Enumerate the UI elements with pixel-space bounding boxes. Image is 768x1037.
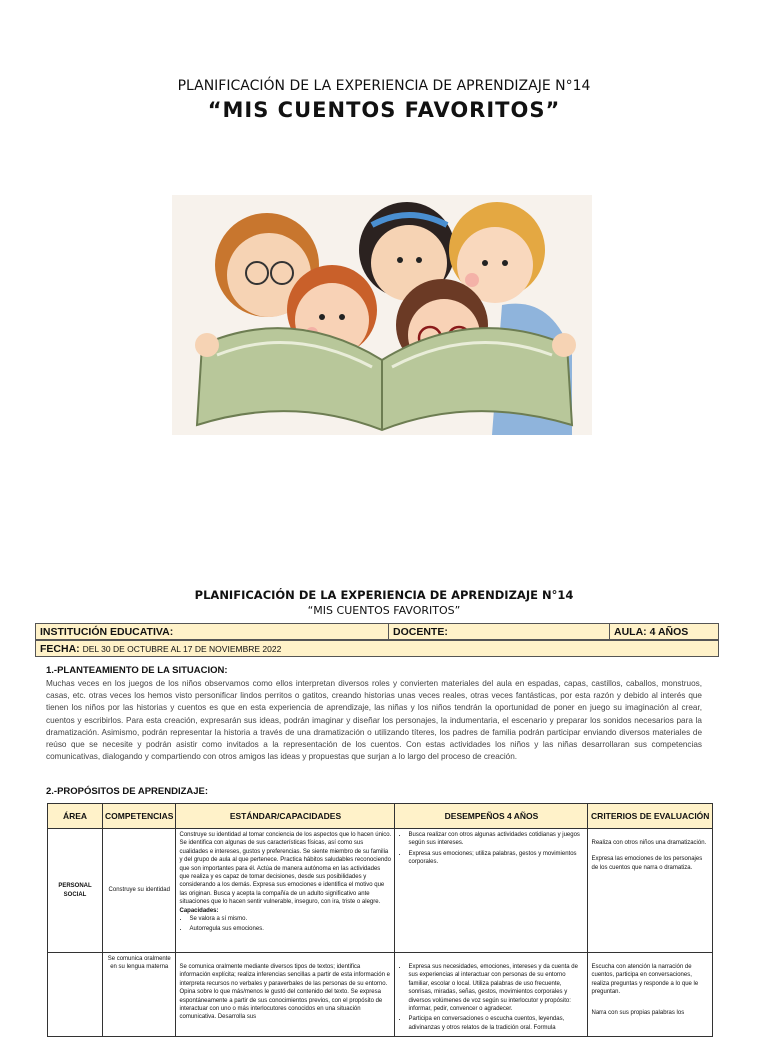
cover-title-line2: “MIS CUENTOS FAVORITOS” (207, 98, 561, 122)
criterio-text: Expresa las emociones de los personajes de los cuentos que narra o dramatiza. (591, 856, 703, 871)
section1-heading: 1.-PLANTEAMIENTO DE LA SITUACION: (46, 665, 228, 676)
list-item: • Expresa sus emociones; utiliza palabras, gestos y movimientos corporales. (408, 850, 584, 867)
desempenos-cell (395, 953, 588, 1037)
fecha-value: DEL 30 DE OCTUBRE AL 17 DE NOVIEMBRE 2022 (82, 643, 282, 654)
criterios-cell (588, 953, 713, 1037)
plan-title-line2: “MIS CUENTOS FAVORITOS” (307, 604, 461, 617)
section2-heading: 2.-PROPÓSITOS DE APRENDIZAJE: (46, 786, 209, 797)
criterio-text: Escucha con atención la narración de cuentos, participa en conversaciones, realiza preguntas y responde a lo que le preguntan. (591, 964, 699, 996)
children-reading-illustration (172, 195, 592, 435)
header-estandar: ESTÁNDAR/CAPACIDADES (176, 804, 395, 829)
list-item: • Busca realizar con otros algunas actividades cotidianas y juegos según sus intereses. (408, 831, 584, 848)
estandar-cell (176, 953, 395, 1037)
section1-text: Muchas veces en los juegos de los niños observamos como ellos interpretan diversos roles y convierten materiales del aula en espadas, capas, castillos, caballos, monstruos, casas, etc. otras veces los hemos visto personificar lindos perritos o gatitos, creando historias unas veces reales, otras veces fantásticas, por esta razón y debido al interés que tienen los niños por las historias y cuentos es que en esta experiencia de aprendizaje, las niñas y los niños tendrán la oportunidad de poner en juego su imaginación al crear, cuentos y escribirlos. Para esta creación, expresarán sus ideas, podrán imaginar y diseñar los personajes, la indumentaria, el escenario y preparar los sonidos necesarios para la dramatización. Asimismo, podrán representar la historia a través de una dramatización o utilizando títeres, los padres de familia podrán participar enviando diversos materiales de reúso que se necesite y podrán asistir como invitados a la representación de los cuentos. Con estas actividades los niños y las niñas desarrollaran sus competencias comunicativas, dialogando y compartiendo con otros amigos las ideas y propuestas que surjan a lo largo del proceso de creación. (46, 679, 702, 762)
cover-title-line1: PLANIFICACIÓN DE LA EXPERIENCIA DE APRENDIZAJE N°14 (177, 78, 591, 94)
plan-title-line1: PLANIFICACIÓN DE LA EXPERIENCIA DE APRENDIZAJE N°14 (194, 588, 574, 602)
info-table (35, 623, 719, 640)
desempenos-list (398, 963, 584, 1032)
desempenos-cell (395, 829, 588, 953)
criterios-cell (588, 829, 713, 953)
capacidades-label: Capacidades: (179, 907, 219, 914)
list-item: • Expresa sus necesidades, emociones, intereses y da cuenta de sus experiencias al interactuar con personas de su entorno familiar, escolar o local. Utiliza palabras de uso frecuente, sonrisas, miradas, señas, gestos, movimientos corporales y diversos volúmenes de voz según su interlocutor y propósito: informar, pedir, convencer o agradecer. (408, 963, 584, 1013)
area-cell: PERSONAL SOCIAL (48, 829, 103, 953)
competencia-cell: Construye su identidad (103, 829, 176, 953)
criterio-text: Realiza con otros niños una dramatización. (591, 840, 707, 846)
header-competencias: COMPETENCIAS (103, 804, 176, 829)
table-row (48, 829, 713, 953)
header-desempenos: DESEMPEÑOS 4 AÑOS (395, 804, 588, 829)
list-item: • Autorregula sus emociones. (189, 925, 391, 933)
list-item: • Participa en conversaciones o escucha cuentos, leyendas, adivinanzas y otros relatos de la tradición oral. Formula (408, 1015, 584, 1032)
header-area: ÁREA (48, 804, 103, 829)
docente-label: DOCENTE: (389, 624, 610, 640)
table-row (48, 953, 713, 1037)
header-criterios: CRITERIOS DE EVALUACIÓN (588, 804, 713, 829)
criterio-text: Narra con sus propias palabras los (591, 1009, 685, 1016)
capacidades-list (179, 915, 391, 934)
area-cell-empty (48, 953, 103, 1037)
estandar-text: Se comunica oralmente mediante diversos tipos de textos; identifica información explícita; realiza inferencias sencillas a partir de esta información e interpreta recursos no verbales y paraverbales de las personas de su entorno. Opina sobre lo que más/menos le gustó del contenido del texto. Se expresa espontáneamente a partir de sus conocimientos previos, con el propósito de interactuar con uno o más interlocutores conocidos en una situación comunicativa. Desarrolla sus (179, 964, 390, 1021)
fecha-table (35, 640, 719, 657)
competencia-cell: Se comunica oralmente en su lengua materna (103, 953, 176, 1037)
aula-label: AULA: 4 AÑOS (610, 624, 719, 640)
propositos-table (47, 803, 713, 1037)
estandar-text: Construye su identidad al tomar conciencia de los aspectos que lo hacen único. Se identifica con algunas de sus características físicas, así como sus cualidades e intereses, gustos y preferencias. Se siente miembro de su familia y del grupo de aula al que pertenece. Practica hábitos saludables reconociendo que son importantes para él. Actúa de manera autónoma en las actividades que realiza y es capaz de tomar decisiones, desde sus posibilidades y considerando a los demás. Expresa sus emociones e identifica el motivo que las originan. Busca y acepta la compañía de un adulto significativo ante situaciones que lo hacen sentir vulnerable, inseguro, con ira, triste o alegre. (179, 832, 392, 906)
estandar-cell (176, 829, 395, 953)
fecha-cell (36, 641, 719, 657)
institucion-label: INSTITUCIÓN EDUCATIVA: (36, 624, 389, 640)
desempenos-list (398, 831, 584, 867)
list-item: • Se valora a sí mismo. (189, 915, 391, 923)
fecha-label: FECHA: (40, 642, 80, 655)
table-header-row (48, 804, 713, 829)
